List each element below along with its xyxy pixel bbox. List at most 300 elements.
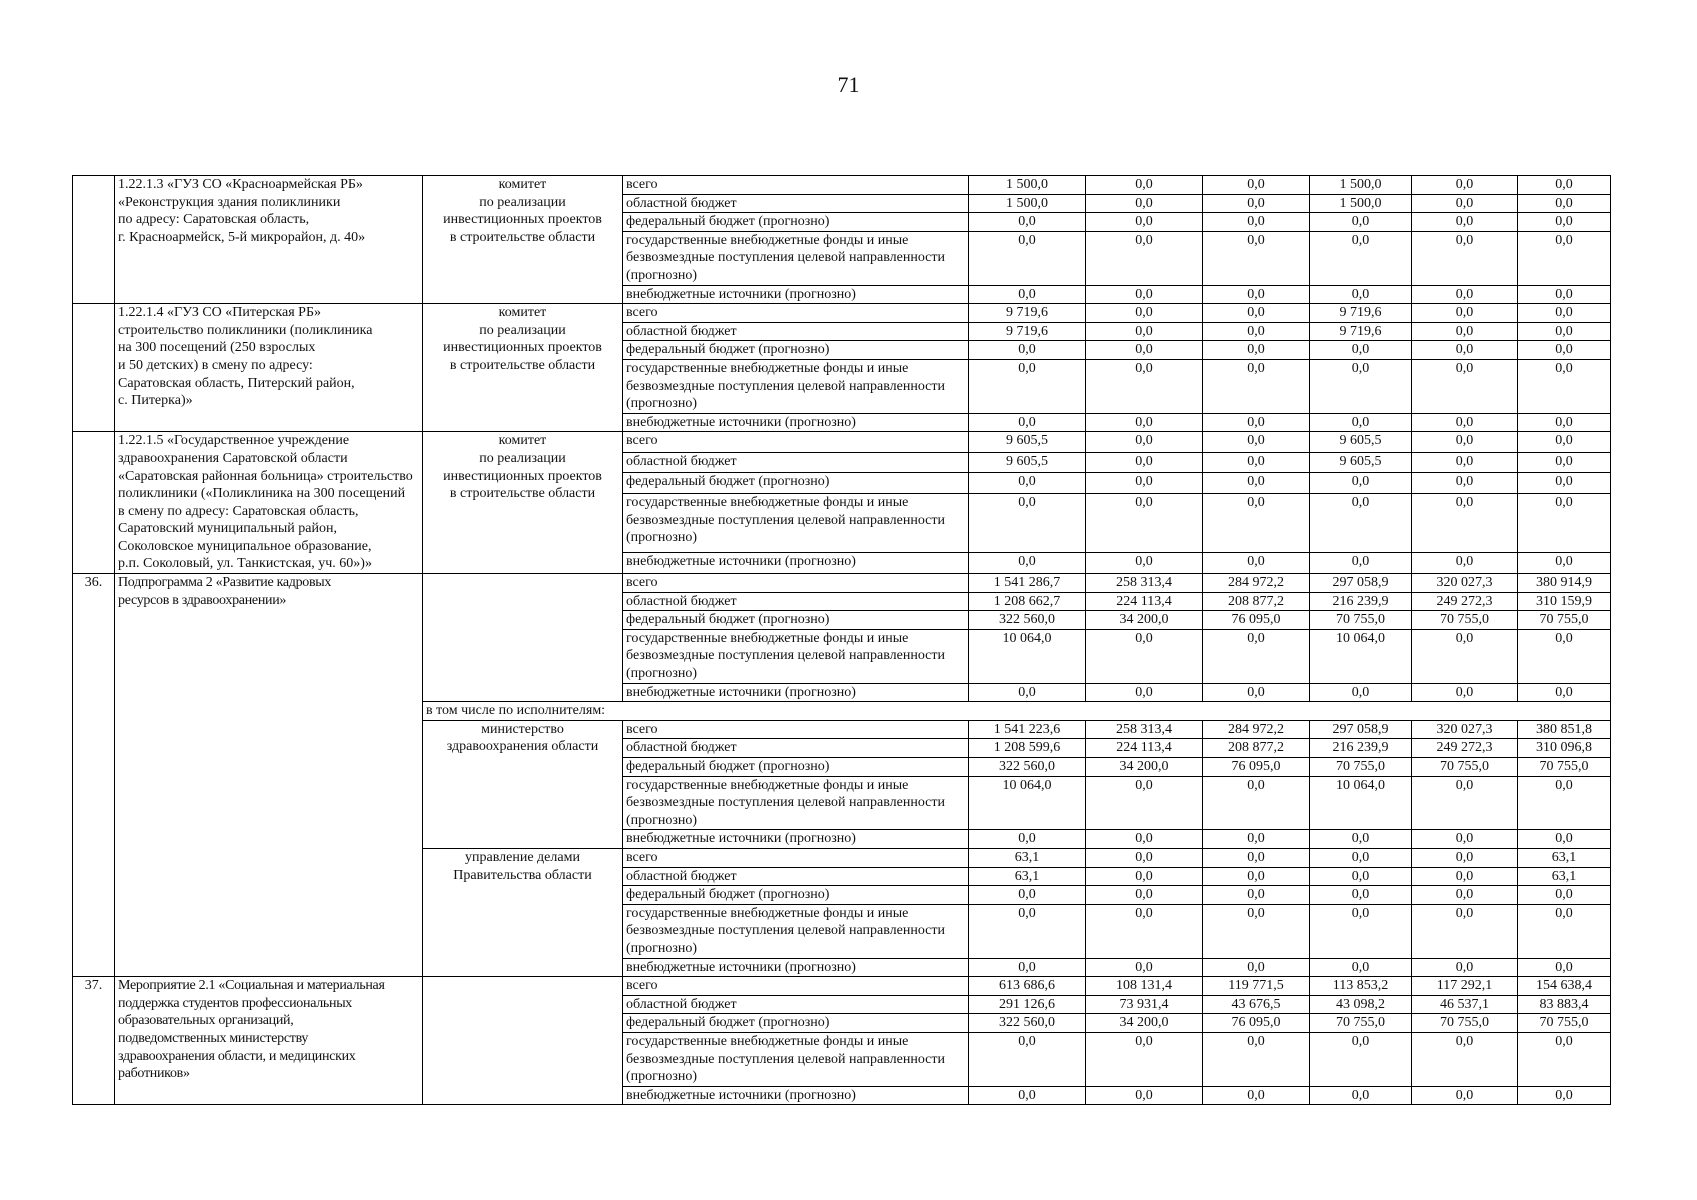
item-title-cell — [115, 432, 423, 574]
value-cell: 0,0 — [1412, 776, 1518, 830]
value-cell: 43 098,2 — [1310, 995, 1412, 1014]
executor-cell — [423, 720, 623, 848]
value-cell: 0,0 — [969, 341, 1086, 360]
value-cell: 284 972,2 — [1203, 720, 1310, 739]
value-cell: 70 755,0 — [1412, 611, 1518, 630]
funding-source-cell: федеральный бюджет (прогнозно) — [623, 1014, 969, 1033]
funding-source-cell: государственные внебюджетные фонды и иные безвозмездные поступления целевой направленности (прогнозно) — [623, 231, 969, 285]
value-cell: 0,0 — [1203, 432, 1310, 453]
value-cell: 0,0 — [1203, 452, 1310, 473]
value-cell: 0,0 — [1518, 683, 1611, 702]
funding-source-cell: государственные внебюджетные фонды и иные безвозмездные поступления целевой направленности (прогнозно) — [623, 904, 969, 958]
value-cell: 0,0 — [1412, 452, 1518, 473]
value-cell: 0,0 — [1310, 867, 1412, 886]
value-cell: 0,0 — [969, 1086, 1086, 1105]
value-cell: 0,0 — [1086, 213, 1203, 232]
funding-source-cell: государственные внебюджетные фонды и иные безвозмездные поступления целевой направленности (прогнозно) — [623, 1032, 969, 1086]
funding-source-cell: областной бюджет — [623, 452, 969, 473]
value-cell: 0,0 — [1518, 194, 1611, 213]
value-cell: 73 931,4 — [1086, 995, 1203, 1014]
executor-line: Правительства области — [453, 867, 592, 883]
funding-source-cell: всего — [623, 176, 969, 195]
value-cell: 0,0 — [1310, 494, 1412, 553]
executor-line: министерство — [481, 721, 564, 737]
value-cell: 119 771,5 — [1203, 977, 1310, 996]
value-cell: 46 537,1 — [1412, 995, 1518, 1014]
value-cell: 0,0 — [1086, 1032, 1203, 1086]
executor-line: по реализации — [479, 450, 566, 466]
value-cell: 0,0 — [1518, 322, 1611, 341]
funding-source-cell: областной бюджет — [623, 194, 969, 213]
executor-line: комитет — [498, 177, 547, 192]
value-cell: 0,0 — [1086, 452, 1203, 473]
executor-line: инвестиционных проектов — [443, 468, 602, 484]
executor-cell — [423, 977, 623, 1105]
item-title-line: Саратовский муниципальный район, — [118, 521, 337, 537]
executor-line: инвестиционных проектов — [443, 212, 602, 228]
funding-source-cell: внебюджетные источники (прогнозно) — [623, 958, 969, 977]
value-cell: 1 208 662,7 — [969, 592, 1086, 611]
value-cell: 0,0 — [1518, 473, 1611, 494]
value-cell: 34 200,0 — [1086, 758, 1203, 777]
value-cell: 0,0 — [1203, 413, 1310, 432]
funding-source-cell: всего — [623, 574, 969, 593]
value-cell: 0,0 — [1310, 285, 1412, 304]
value-cell: 1 500,0 — [1310, 194, 1412, 213]
executor-cell — [423, 848, 623, 976]
funding-source-cell: внебюджетные источники (прогнозно) — [623, 1086, 969, 1105]
funding-source-cell: областной бюджет — [623, 867, 969, 886]
executor-line: в строительстве области — [449, 486, 596, 502]
value-cell: 0,0 — [1086, 473, 1203, 494]
value-cell: 0,0 — [1310, 231, 1412, 285]
value-cell: 0,0 — [1086, 359, 1203, 413]
value-cell: 0,0 — [1412, 1032, 1518, 1086]
value-cell: 0,0 — [1412, 359, 1518, 413]
value-cell: 258 313,4 — [1086, 720, 1203, 739]
value-cell: 1 500,0 — [1310, 176, 1412, 195]
value-cell: 0,0 — [1086, 776, 1203, 830]
table-row — [73, 176, 1611, 195]
value-cell: 0,0 — [1203, 1032, 1310, 1086]
value-cell: 1 541 286,7 — [969, 574, 1086, 593]
value-cell: 0,0 — [969, 830, 1086, 849]
item-title-cell — [115, 176, 423, 304]
value-cell: 154 638,4 — [1518, 977, 1611, 996]
value-cell: 0,0 — [969, 1032, 1086, 1086]
value-cell: 10 064,0 — [969, 776, 1086, 830]
value-cell: 0,0 — [1086, 413, 1203, 432]
item-title-line: г. Красноармейск, 5-й микрорайон, д. 40» — [118, 229, 366, 245]
value-cell: 34 200,0 — [1086, 1014, 1203, 1033]
value-cell: 0,0 — [1518, 553, 1611, 574]
item-title-line: и 50 детских) в смену по адресу: — [118, 357, 313, 373]
executor-line: по реализации — [479, 322, 566, 338]
value-cell: 0,0 — [1310, 848, 1412, 867]
funding-source-cell: внебюджетные источники (прогнозно) — [623, 413, 969, 432]
value-cell: 0,0 — [1203, 194, 1310, 213]
executor-cell — [423, 574, 623, 702]
value-cell: 63,1 — [1518, 848, 1611, 867]
value-cell: 0,0 — [1518, 176, 1611, 195]
value-cell: 0,0 — [1203, 830, 1310, 849]
item-title-line: образовательных организаций, — [118, 1013, 294, 1029]
value-cell: 83 883,4 — [1518, 995, 1611, 1014]
value-cell: 0,0 — [1412, 553, 1518, 574]
value-cell: 0,0 — [1203, 473, 1310, 494]
item-title-cell — [115, 977, 423, 1105]
item-title-line: Саратовская область, Питерский район, — [118, 375, 355, 391]
value-cell: 0,0 — [1203, 285, 1310, 304]
item-title-line: с. Питерка)» — [118, 393, 193, 409]
value-cell: 0,0 — [1412, 867, 1518, 886]
item-title-line: «Реконструкция здания поликлиники — [118, 194, 341, 210]
value-cell: 0,0 — [1412, 886, 1518, 905]
value-cell: 0,0 — [1412, 848, 1518, 867]
executor-line: управление делами — [465, 849, 580, 865]
value-cell: 0,0 — [1412, 432, 1518, 453]
item-index-cell: 37. — [73, 977, 115, 1105]
value-cell: 70 755,0 — [1412, 758, 1518, 777]
value-cell: 320 027,3 — [1412, 720, 1518, 739]
funding-source-cell: областной бюджет — [623, 592, 969, 611]
item-title-line: 1.22.1.4 «ГУЗ СО «Питерская РБ» — [118, 305, 321, 321]
funding-source-cell: областной бюджет — [623, 739, 969, 758]
value-cell: 0,0 — [1086, 494, 1203, 553]
item-title-line: ресурсов в здравоохранении» — [118, 592, 287, 608]
value-cell: 0,0 — [1518, 304, 1611, 323]
value-cell: 9 719,6 — [1310, 304, 1412, 323]
value-cell: 0,0 — [1203, 958, 1310, 977]
value-cell: 1 500,0 — [969, 194, 1086, 213]
value-cell: 70 755,0 — [1310, 1014, 1412, 1033]
value-cell: 0,0 — [1203, 886, 1310, 905]
executor-line: инвестиционных проектов — [443, 340, 602, 356]
executors-subheading: в том числе по исполнителям: — [423, 702, 1611, 721]
value-cell: 0,0 — [1086, 1086, 1203, 1105]
funding-source-cell: внебюджетные источники (прогнозно) — [623, 553, 969, 574]
value-cell: 0,0 — [1518, 958, 1611, 977]
item-title-cell — [115, 574, 423, 977]
value-cell: 380 851,8 — [1518, 720, 1611, 739]
value-cell: 0,0 — [1086, 848, 1203, 867]
value-cell: 0,0 — [969, 958, 1086, 977]
value-cell: 216 239,9 — [1310, 592, 1412, 611]
value-cell: 70 755,0 — [1518, 1014, 1611, 1033]
value-cell: 0,0 — [1412, 231, 1518, 285]
value-cell: 0,0 — [969, 285, 1086, 304]
value-cell: 0,0 — [969, 683, 1086, 702]
funding-source-cell: федеральный бюджет (прогнозно) — [623, 341, 969, 360]
value-cell: 9 605,5 — [1310, 432, 1412, 453]
value-cell: 9 605,5 — [969, 432, 1086, 453]
value-cell: 0,0 — [1203, 341, 1310, 360]
value-cell: 9 605,5 — [969, 452, 1086, 473]
value-cell: 10 064,0 — [1310, 629, 1412, 683]
value-cell: 208 877,2 — [1203, 739, 1310, 758]
value-cell: 0,0 — [1310, 1086, 1412, 1105]
value-cell: 0,0 — [1310, 553, 1412, 574]
value-cell: 258 313,4 — [1086, 574, 1203, 593]
item-title-line: поликлиники («Поликлиника на 300 посещений — [118, 486, 406, 502]
value-cell: 43 676,5 — [1203, 995, 1310, 1014]
item-title-line: р.п. Соколовый, ул. Танкистская, уч. 60»)» — [118, 556, 372, 572]
item-title-line: «Саратовская районная больница» строительство — [118, 468, 413, 484]
value-cell: 0,0 — [1310, 683, 1412, 702]
value-cell: 0,0 — [1086, 958, 1203, 977]
value-cell: 291 126,6 — [969, 995, 1086, 1014]
executor-cell — [423, 176, 623, 304]
value-cell: 0,0 — [1310, 904, 1412, 958]
funding-source-cell: всего — [623, 720, 969, 739]
executor-line: в строительстве области — [449, 229, 596, 245]
value-cell: 63,1 — [1518, 867, 1611, 886]
value-cell: 70 755,0 — [1518, 611, 1611, 630]
value-cell: 0,0 — [1412, 683, 1518, 702]
value-cell: 0,0 — [1518, 886, 1611, 905]
value-cell: 0,0 — [1086, 304, 1203, 323]
value-cell: 0,0 — [1412, 830, 1518, 849]
item-title-line: работников» — [118, 1066, 190, 1082]
value-cell: 0,0 — [1412, 904, 1518, 958]
executor-line: здравоохранения области — [446, 739, 599, 755]
value-cell: 310 159,9 — [1518, 592, 1611, 611]
item-title-line: строительство поликлиники (поликлиника — [118, 322, 373, 338]
value-cell: 9 719,6 — [969, 304, 1086, 323]
value-cell: 0,0 — [1203, 683, 1310, 702]
funding-source-cell: всего — [623, 977, 969, 996]
funding-source-cell: всего — [623, 848, 969, 867]
value-cell: 0,0 — [1203, 904, 1310, 958]
funding-source-cell: государственные внебюджетные фонды и иные безвозмездные поступления целевой направленности (прогнозно) — [623, 494, 969, 553]
page-number: 71 — [837, 72, 860, 97]
value-cell: 0,0 — [1518, 494, 1611, 553]
value-cell: 9 719,6 — [1310, 322, 1412, 341]
item-title-line: Соколовское муниципальное образование, — [118, 538, 372, 554]
executor-line: комитет — [498, 433, 547, 449]
value-cell: 0,0 — [1518, 341, 1611, 360]
value-cell: 0,0 — [1412, 341, 1518, 360]
value-cell: 0,0 — [1086, 830, 1203, 849]
value-cell: 0,0 — [1412, 473, 1518, 494]
item-index-cell: 36. — [73, 574, 115, 977]
value-cell: 0,0 — [1518, 1086, 1611, 1105]
value-cell: 0,0 — [1310, 359, 1412, 413]
value-cell: 0,0 — [1412, 958, 1518, 977]
value-cell: 34 200,0 — [1086, 611, 1203, 630]
funding-source-cell: всего — [623, 432, 969, 453]
value-cell: 0,0 — [1412, 285, 1518, 304]
value-cell: 0,0 — [1310, 886, 1412, 905]
value-cell: 0,0 — [969, 359, 1086, 413]
item-index-cell — [73, 176, 115, 304]
value-cell: 0,0 — [1310, 1032, 1412, 1086]
funding-source-cell: государственные внебюджетные фонды и иные безвозмездные поступления целевой направленности (прогнозно) — [623, 776, 969, 830]
value-cell: 76 095,0 — [1203, 611, 1310, 630]
value-cell: 0,0 — [1310, 958, 1412, 977]
value-cell: 322 560,0 — [969, 1014, 1086, 1033]
value-cell: 9 605,5 — [1310, 452, 1412, 473]
value-cell: 0,0 — [1412, 194, 1518, 213]
value-cell: 0,0 — [1518, 776, 1611, 830]
value-cell: 208 877,2 — [1203, 592, 1310, 611]
value-cell: 1 500,0 — [969, 176, 1086, 195]
value-cell: 0,0 — [969, 494, 1086, 553]
value-cell: 0,0 — [1203, 322, 1310, 341]
value-cell: 224 113,4 — [1086, 739, 1203, 758]
value-cell: 0,0 — [1086, 341, 1203, 360]
value-cell: 0,0 — [1412, 176, 1518, 195]
value-cell: 0,0 — [969, 413, 1086, 432]
value-cell: 0,0 — [1518, 359, 1611, 413]
value-cell: 0,0 — [1203, 867, 1310, 886]
value-cell: 70 755,0 — [1310, 611, 1412, 630]
value-cell: 380 914,9 — [1518, 574, 1611, 593]
value-cell: 249 272,3 — [1412, 739, 1518, 758]
value-cell: 0,0 — [1310, 413, 1412, 432]
item-title-line: в смену по адресу: Саратовская область, — [118, 503, 359, 519]
funding-source-cell: областной бюджет — [623, 995, 969, 1014]
value-cell: 0,0 — [1310, 213, 1412, 232]
value-cell: 320 027,3 — [1412, 574, 1518, 593]
value-cell: 0,0 — [1203, 231, 1310, 285]
value-cell: 0,0 — [1086, 683, 1203, 702]
item-title-line: по адресу: Саратовская область, — [118, 212, 310, 228]
value-cell: 0,0 — [969, 904, 1086, 958]
value-cell: 0,0 — [1086, 886, 1203, 905]
value-cell: 0,0 — [1203, 359, 1310, 413]
table-row — [73, 977, 1611, 996]
funding-source-cell: всего — [623, 304, 969, 323]
value-cell: 0,0 — [1412, 304, 1518, 323]
funding-source-cell: внебюджетные источники (прогнозно) — [623, 285, 969, 304]
value-cell: 0,0 — [1086, 904, 1203, 958]
executor-line: в строительстве области — [449, 357, 596, 373]
item-title-line: Мероприятие 2.1 «Социальная и материальная — [118, 978, 385, 994]
budget-table — [72, 175, 1611, 1105]
value-cell: 0,0 — [1203, 213, 1310, 232]
item-title-line: здравоохранения Саратовской области — [118, 450, 348, 466]
funding-source-cell: федеральный бюджет (прогнозно) — [623, 886, 969, 905]
value-cell: 1 208 599,6 — [969, 739, 1086, 758]
value-cell: 0,0 — [1310, 830, 1412, 849]
executor-cell — [423, 304, 623, 432]
table-row — [73, 304, 1611, 323]
value-cell: 0,0 — [1086, 322, 1203, 341]
item-title-line: поддержка студентов профессиональных — [118, 995, 353, 1011]
value-cell: 63,1 — [969, 848, 1086, 867]
item-title-line: подведомственных министерству — [118, 1030, 309, 1046]
funding-source-cell: внебюджетные источники (прогнозно) — [623, 683, 969, 702]
item-title-line: 1.22.1.3 «ГУЗ СО «Красноармейская РБ» — [118, 177, 363, 192]
value-cell: 297 058,9 — [1310, 720, 1412, 739]
value-cell: 0,0 — [1518, 452, 1611, 473]
value-cell: 310 096,8 — [1518, 739, 1611, 758]
value-cell: 1 541 223,6 — [969, 720, 1086, 739]
value-cell: 0,0 — [1203, 1086, 1310, 1105]
item-title-line: Подпрограмма 2 «Развитие кадровых — [118, 575, 332, 591]
value-cell: 0,0 — [1412, 629, 1518, 683]
value-cell: 0,0 — [1412, 213, 1518, 232]
value-cell: 0,0 — [1203, 776, 1310, 830]
value-cell: 76 095,0 — [1203, 1014, 1310, 1033]
item-title-line: на 300 посещений (250 взрослых — [118, 340, 316, 356]
value-cell: 0,0 — [969, 473, 1086, 494]
value-cell: 0,0 — [1086, 629, 1203, 683]
value-cell: 0,0 — [1518, 413, 1611, 432]
value-cell: 0,0 — [969, 886, 1086, 905]
executor-cell — [423, 432, 623, 574]
value-cell: 0,0 — [1086, 432, 1203, 453]
executor-line: по реализации — [479, 194, 566, 210]
funding-source-cell: внебюджетные источники (прогнозно) — [623, 830, 969, 849]
value-cell: 0,0 — [1203, 176, 1310, 195]
value-cell: 70 755,0 — [1518, 758, 1611, 777]
item-title-cell — [115, 304, 423, 432]
value-cell: 0,0 — [1310, 341, 1412, 360]
value-cell: 0,0 — [1412, 1086, 1518, 1105]
value-cell: 0,0 — [969, 213, 1086, 232]
value-cell: 117 292,1 — [1412, 977, 1518, 996]
value-cell: 0,0 — [1412, 322, 1518, 341]
value-cell: 108 131,4 — [1086, 977, 1203, 996]
value-cell: 249 272,3 — [1412, 592, 1518, 611]
value-cell: 0,0 — [1086, 553, 1203, 574]
value-cell: 0,0 — [1518, 213, 1611, 232]
value-cell: 0,0 — [1203, 848, 1310, 867]
value-cell: 70 755,0 — [1412, 1014, 1518, 1033]
value-cell: 0,0 — [1086, 285, 1203, 304]
value-cell: 0,0 — [1518, 432, 1611, 453]
value-cell: 10 064,0 — [1310, 776, 1412, 830]
value-cell: 76 095,0 — [1203, 758, 1310, 777]
value-cell: 0,0 — [1203, 553, 1310, 574]
table-row — [73, 432, 1611, 453]
value-cell: 0,0 — [1086, 867, 1203, 886]
value-cell: 613 686,6 — [969, 977, 1086, 996]
funding-source-cell: федеральный бюджет (прогнозно) — [623, 758, 969, 777]
executor-line: комитет — [498, 305, 547, 321]
value-cell: 0,0 — [1518, 904, 1611, 958]
value-cell: 0,0 — [1518, 830, 1611, 849]
value-cell: 70 755,0 — [1310, 758, 1412, 777]
value-cell: 0,0 — [1310, 473, 1412, 494]
value-cell: 0,0 — [1518, 1032, 1611, 1086]
funding-source-cell: областной бюджет — [623, 322, 969, 341]
value-cell: 284 972,2 — [1203, 574, 1310, 593]
item-index-cell — [73, 432, 115, 574]
funding-source-cell: федеральный бюджет (прогнозно) — [623, 473, 969, 494]
value-cell: 0,0 — [1518, 231, 1611, 285]
value-cell: 0,0 — [1086, 176, 1203, 195]
funding-source-cell: государственные внебюджетные фонды и иные безвозмездные поступления целевой направленности (прогнозно) — [623, 629, 969, 683]
value-cell: 322 560,0 — [969, 758, 1086, 777]
value-cell: 0,0 — [969, 553, 1086, 574]
item-index-cell — [73, 304, 115, 432]
value-cell: 0,0 — [1086, 231, 1203, 285]
value-cell: 113 853,2 — [1310, 977, 1412, 996]
value-cell: 322 560,0 — [969, 611, 1086, 630]
value-cell: 9 719,6 — [969, 322, 1086, 341]
value-cell: 297 058,9 — [1310, 574, 1412, 593]
value-cell: 0,0 — [1412, 413, 1518, 432]
item-title-line: здравоохранения области, и медицинских — [118, 1048, 356, 1064]
value-cell: 0,0 — [1518, 285, 1611, 304]
value-cell: 0,0 — [1203, 304, 1310, 323]
value-cell: 63,1 — [969, 867, 1086, 886]
value-cell: 0,0 — [1203, 629, 1310, 683]
funding-source-cell: федеральный бюджет (прогнозно) — [623, 213, 969, 232]
